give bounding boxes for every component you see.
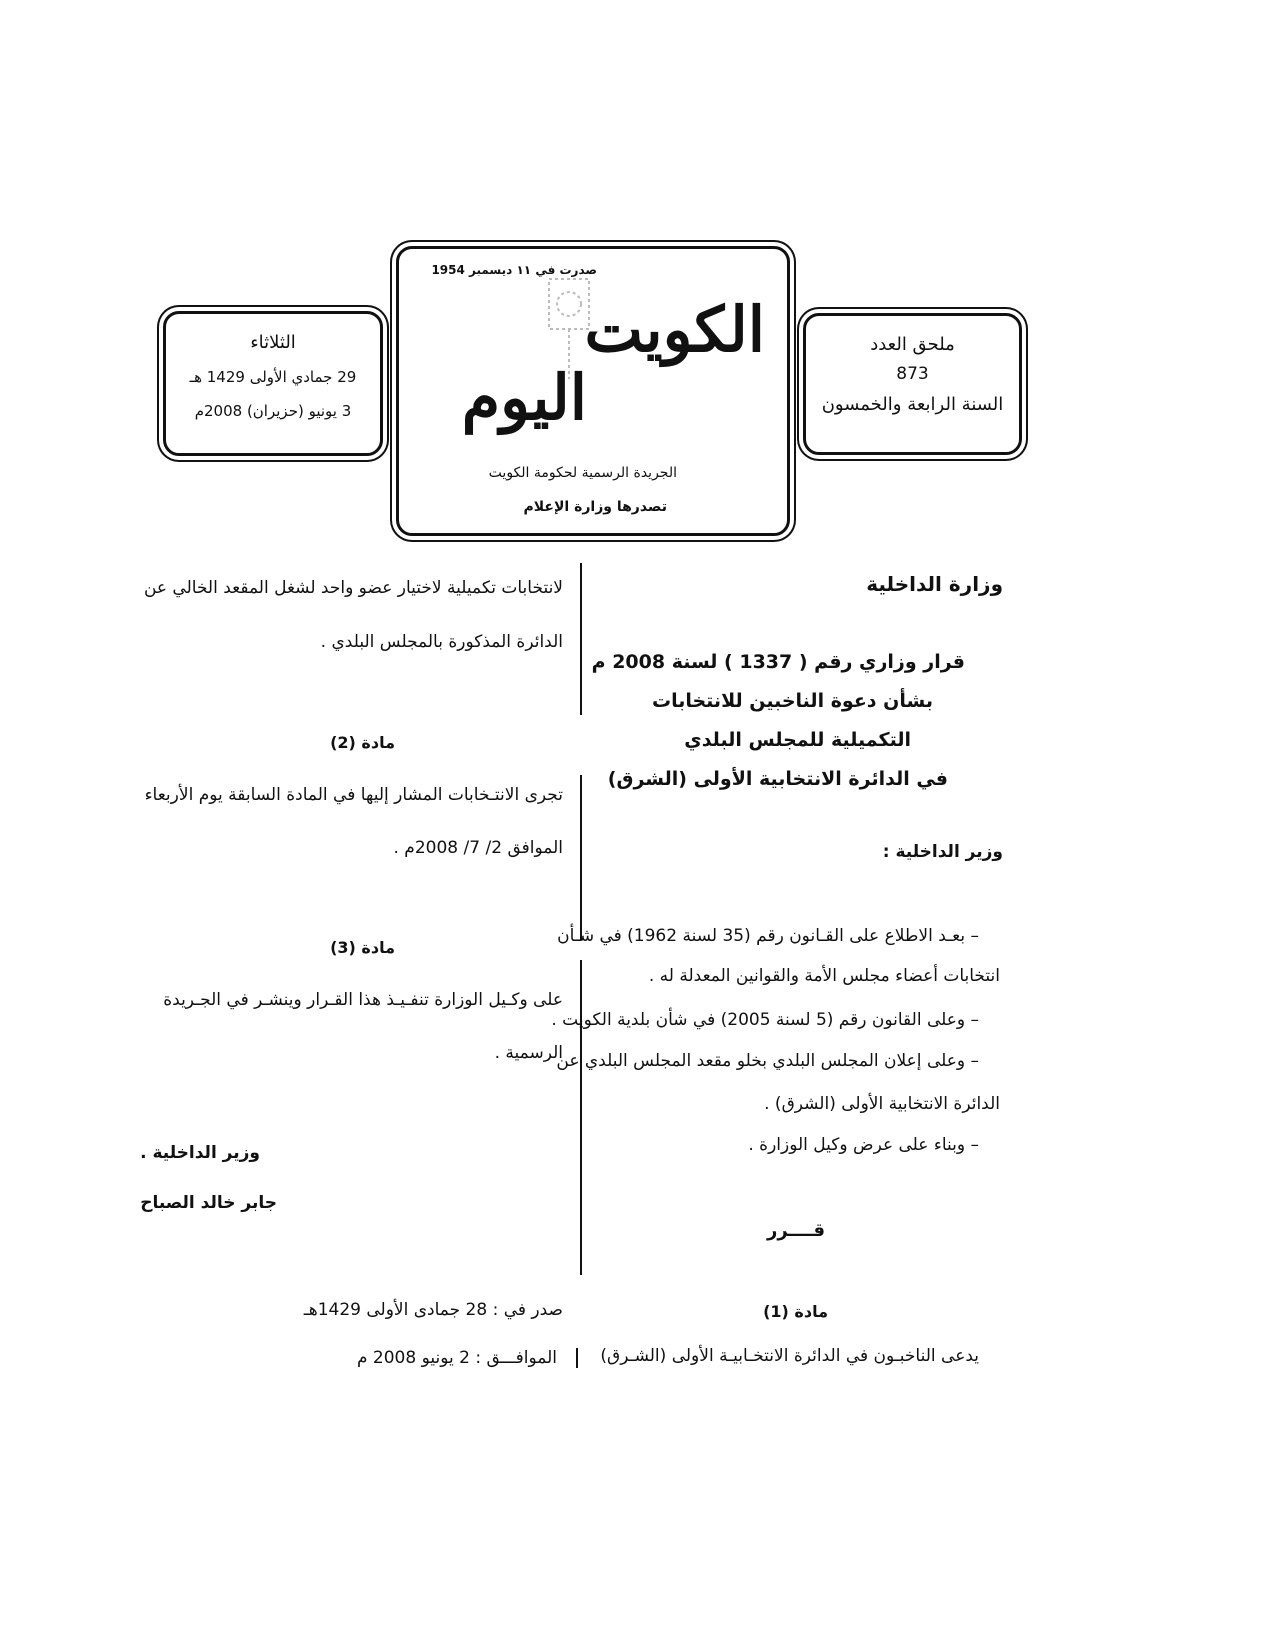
signature-title: وزير الداخلية . xyxy=(140,1143,260,1163)
article-3-line-2: الرسمية . xyxy=(494,1043,563,1063)
issue-year: السنة الرابعة والخمسون xyxy=(821,394,1004,415)
ministry-heading: وزارة الداخلية xyxy=(866,572,1003,596)
issue-label: ملحق العدد xyxy=(870,334,955,355)
preamble-line-4: – وعلى إعلان المجلس البلدي بخلو مقعد المجلس البلدي عن xyxy=(556,1051,979,1071)
article-1-text: يدعى الناخبـون في الدائرة الانتخـابيـة الأولى (الشـرق) xyxy=(600,1346,979,1366)
preamble-line-2: انتخابات أعضاء مجلس الأمة والقوانين المعدلة له . xyxy=(648,966,1000,986)
issued-on: صدر في : 28 جمادى الأولى 1429هـ xyxy=(303,1300,563,1320)
continuation-line-2: الدائرة المذكورة بالمجلس البلدي . xyxy=(320,632,563,652)
column-divider-middle xyxy=(580,775,582,940)
minister-heading: وزير الداخلية : xyxy=(882,842,1003,862)
article-3-line-1: على وكـيل الوزارة تنفـيـذ هذا القـرار وينشـر في الجـريدة xyxy=(163,990,563,1010)
preamble-line-6: – وبناء على عرض وكيل الوزارة . xyxy=(748,1135,979,1155)
date-box xyxy=(163,311,383,456)
decision-title-line-1: قرار وزاري رقم ( 1337 ) لسنة 2008 م xyxy=(591,651,965,673)
column-divider-lower xyxy=(580,960,582,1275)
article-2-line-1: تجرى الانتـخابات المشار إليها في المادة السابقة يوم الأربعاء xyxy=(144,785,563,805)
masthead-title-alyoum: اليوم xyxy=(461,361,587,434)
masthead-box xyxy=(396,246,790,536)
decided-heading: قــــرر xyxy=(767,1220,825,1241)
preamble-line-3: – وعلى القانون رقم (5 لسنة 2005) في شأن بلدية الكويت . xyxy=(551,1010,979,1030)
decision-title-line-4: في الدائرة الانتخابية الأولى (الشرق) xyxy=(607,768,948,790)
masthead-title-kuwait: الكويت xyxy=(584,293,765,366)
date-hijri: 29 جمادي الأولى 1429 هـ xyxy=(189,368,357,386)
signature-name: جابر خالد الصباح xyxy=(140,1193,277,1213)
decision-title-line-3: التكميلية للمجلس البلدي xyxy=(684,729,911,751)
date-gregorian: 3 يونيو (حزيران) 2008م xyxy=(194,402,352,420)
issue-box xyxy=(803,313,1022,455)
continuation-line-1: لانتخابات تكميلية لاختيار عضو واحد لشغل المقعد الخالي عن xyxy=(143,578,563,598)
article-2-line-2: الموافق 2/ 7/ 2008م . xyxy=(393,838,563,858)
date-day: الثلاثاء xyxy=(250,332,296,353)
decision-title-line-2: بشأن دعوة الناخبين للانتخابات xyxy=(651,690,933,712)
preamble-line-1: – بعـد الاطلاع على القـانون رقم (35 لسنة 1962) في شـأن xyxy=(557,926,979,946)
article-3-heading: مادة (3) xyxy=(330,938,395,957)
article-2-heading: مادة (2) xyxy=(330,733,395,752)
masthead-founded: صدرت في ١١ ديسمبر 1954 xyxy=(431,263,597,277)
column-divider-bottom xyxy=(576,1348,578,1368)
masthead-publisher: تصدرها وزارة الإعلام xyxy=(523,499,667,515)
article-1-heading: مادة (1) xyxy=(763,1302,828,1321)
issue-number: 873 xyxy=(896,364,929,384)
masthead-subtitle: الجريدة الرسمية لحكومة الكويت xyxy=(488,465,677,481)
corresponding-date: الموافـــق : 2 يونيو 2008 م xyxy=(356,1348,557,1368)
column-divider-upper xyxy=(580,563,582,715)
preamble-line-5: الدائرة الانتخابية الأولى (الشرق) . xyxy=(764,1094,1000,1114)
